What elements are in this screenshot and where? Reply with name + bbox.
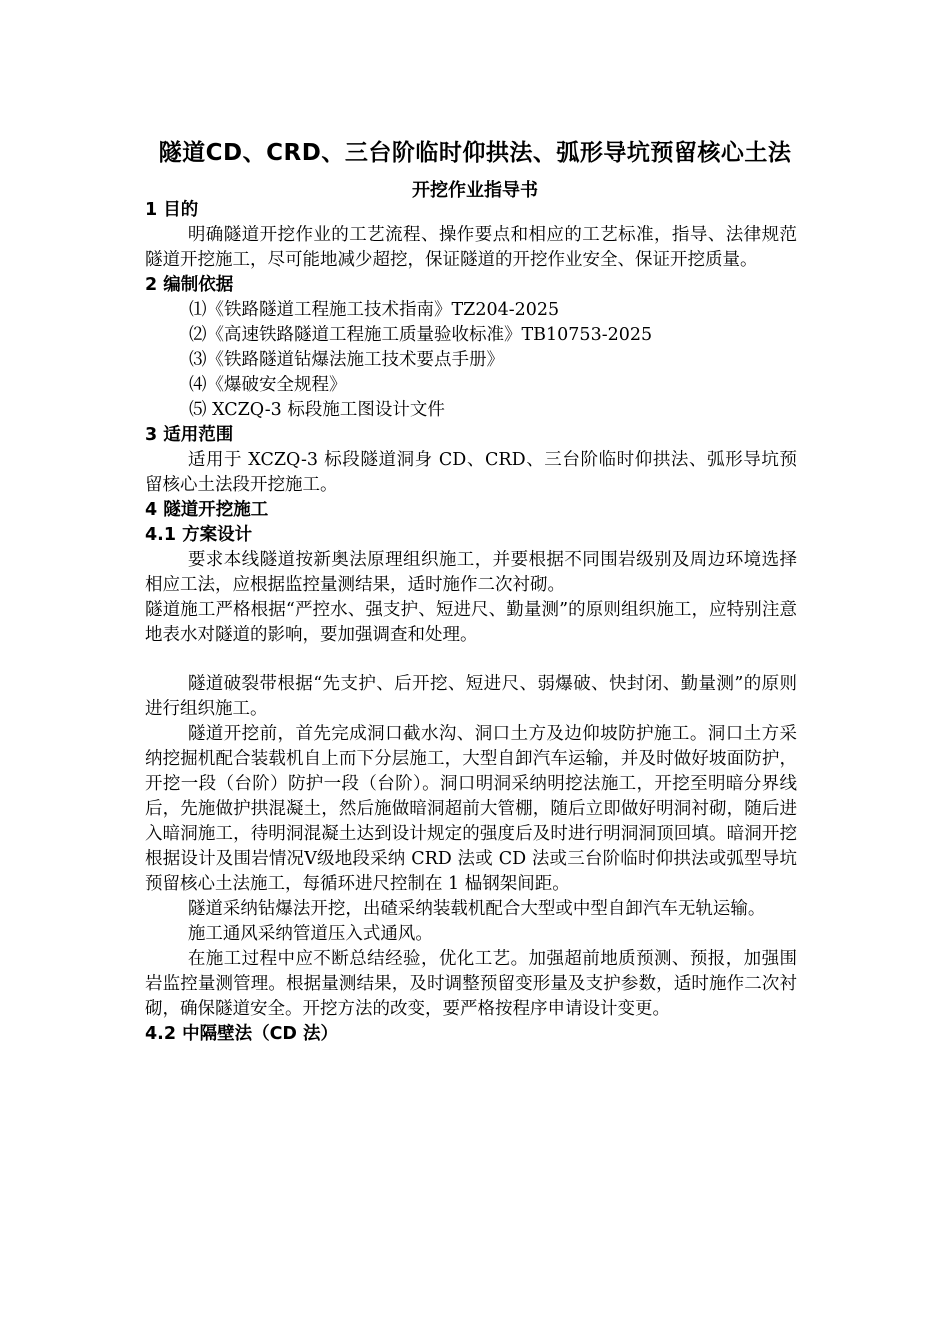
scope-paragraph: 适用于 XCZQ-3 标段隧道洞身 CD、CRD、三台阶临时仰拱法、弧形导坑预留核心土法段开挖施工。 [145, 450, 797, 495]
design-paragraph: 在施工过程中应不断总结经验，优化工艺。加强超前地质预测、预报，加强围岩监控量测管理。根据量测结果，及时调整预留变形量及支护参数，适时施作二次衬砌，确保隧道安全。开挖方法的改变，要严格按程序申请设计变更。 [145, 949, 797, 1019]
design-paragraph: 施工通风采纳管道压入式通风。 [187, 924, 433, 944]
design-paragraph: 要求本线隧道按新奥法原理组织施工，并要根据不同围岩级别及周边环境选择相应工法，应根据监控量测结果，适时施作二次衬砌。 [145, 550, 797, 595]
document-title: 隧道CD、CRD、三台阶临时仰拱法、弧形导坑预留核心土法 [158, 140, 792, 166]
design-paragraph: 隧道破裂带根据“先支护、后开挖、短进尺、弱爆破、快封闭、勤量测”的原则进行组织施工。 [145, 674, 797, 719]
purpose-paragraph: 明确隧道开挖作业的工艺流程、操作要点和相应的工艺标准，指导、法律规范隧道开挖施工，尽可能地减少超挖，保证隧道的开挖作业安全、保证开挖质量。 [145, 225, 797, 270]
reference-item: ⑷《爆破安全规程》 [189, 375, 347, 395]
design-paragraph: 隧道开挖前，首先完成洞口截水沟、洞口土方及边仰坡防护施工。洞口土方采纳挖掘机配合装载机自上而下分层施工，大型自卸汽车运输，并及时做好坡面防护，开挖一段（台阶）防护一段（台阶）。洞口明洞采纳明挖法施工，开挖至明暗分界线后，先施做护拱混凝土，然后施做暗洞超前大管棚，随后立即做好明洞衬砌，随后进入暗洞施工，待明洞混凝土达到设计规定的强度后及时进行明洞洞顶回填。暗洞开挖根据设计及围岩情况Ⅴ级地段采纳 CRD 法或 CD 法或三台阶临时仰拱法或弧型导坑预留核心土法施工，每循环进尺控制在 1 榀钢架间距。 [145, 724, 797, 894]
reference-item: ⑶《铁路隧道钻爆法施工技术要点手册》 [189, 350, 504, 370]
paragraph-gap [145, 648, 797, 672]
reference-item: ⑵《高速铁路隧道工程施工质量验收标准》TB10753-2025 [189, 325, 653, 345]
document-subtitle: 开挖作业指导书 [412, 180, 538, 201]
section-heading-basis: 2 编制依据 [145, 275, 234, 295]
section-heading-purpose: 1 目的 [145, 200, 199, 220]
reference-item: ⑴《铁路隧道工程施工技术指南》TZ204-2025 [189, 300, 560, 320]
reference-item: ⑸ XCZQ-3 标段施工图设计文件 [189, 400, 445, 420]
subsection-heading-cd-method: 4.2 中隔壁法（CD 法） [145, 1024, 339, 1044]
subsection-heading-design: 4.1 方案设计 [145, 525, 253, 545]
document-body [145, 198, 797, 1047]
section-heading-scope: 3 适用范围 [145, 425, 234, 445]
section-heading-excavation: 4 隧道开挖施工 [145, 500, 269, 520]
design-paragraph: 隧道施工严格根据“严控水、强支护、短进尺、勤量测”的原则组织施工，应特别注意地表水对隧道的影响，要加强调查和处理。 [145, 600, 797, 645]
design-paragraph: 隧道采纳钻爆法开挖，出碴采纳装载机配合大型或中型自卸汽车无轨运输。 [187, 899, 766, 919]
